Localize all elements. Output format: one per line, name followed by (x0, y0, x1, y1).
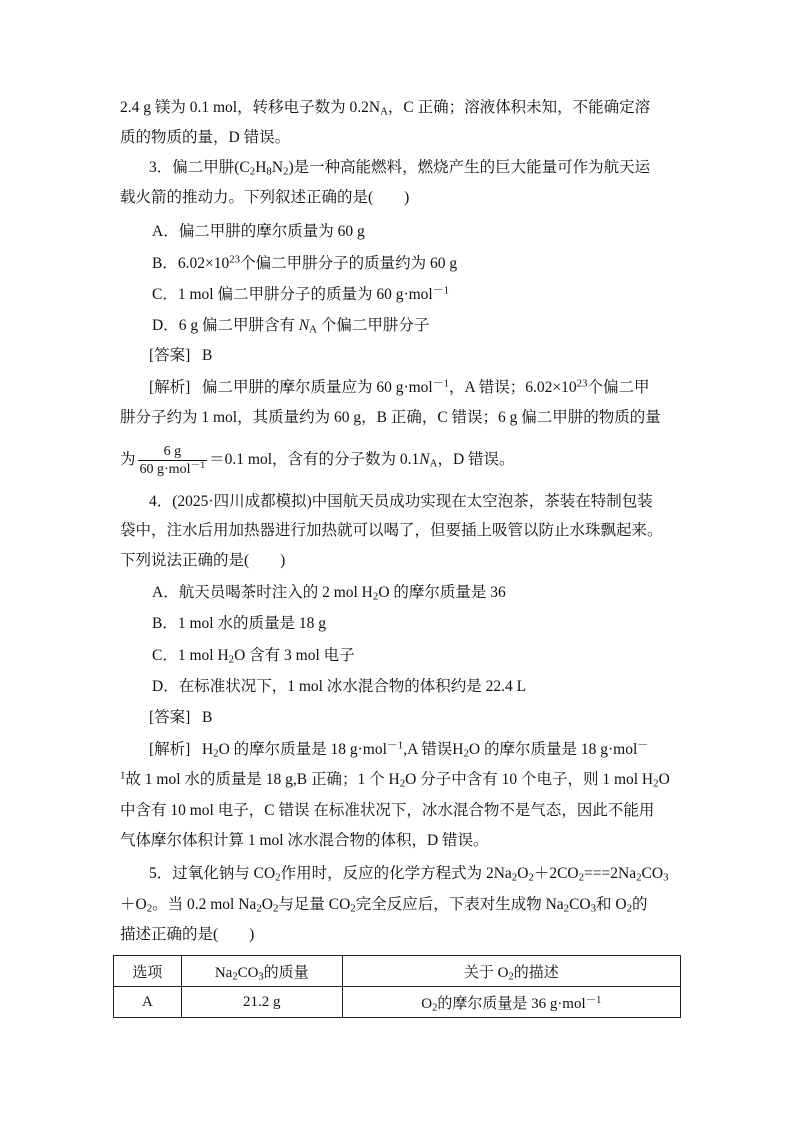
superscript: －1 (432, 377, 449, 390)
option-d (152, 677, 708, 697)
text: )是一种高能燃料，燃烧产生的巨大能量可作为航天运 (288, 159, 651, 176)
subscript: 2 (528, 871, 534, 884)
text: 的 (632, 896, 648, 913)
subscript: 2 (653, 777, 659, 790)
answer-4 (149, 708, 705, 728)
explanation-tag: [解析] (149, 379, 191, 396)
text: 中含有 10 mol 电子，C 错误 在标准状况下，冰水混合物不是气态，因此不能用 (120, 802, 655, 819)
text: 的摩尔质量是 36 g·mol (437, 995, 586, 1012)
explanation-3 (149, 378, 705, 398)
question-4-stem-line2 (120, 521, 676, 541)
text: 个偏二甲肼分子的质量约为 60 g (240, 255, 458, 272)
subscript: 2 (213, 747, 219, 760)
text: O 分子中含有 10 个电子，则 1 mol H (405, 771, 654, 788)
text: D．6 g 偏二甲肼含有 (152, 317, 299, 334)
subscript: 2 (432, 1002, 438, 1014)
text: 5．过氧化钠与 CO (149, 865, 276, 882)
subscript: 2 (636, 871, 642, 884)
text: 和 O (596, 896, 627, 913)
superscript: －1 (432, 284, 449, 297)
superscript: － (637, 739, 649, 752)
subscript: 2 (232, 971, 238, 983)
text: N (419, 451, 430, 468)
explanation-4-line3 (120, 801, 676, 821)
text: O 的摩尔质量是 18 g·mol (218, 741, 387, 758)
option-d (152, 316, 708, 336)
text: 与足量 CO (278, 896, 351, 913)
explanation-3-line2 (120, 408, 676, 428)
subscript: 2 (578, 871, 585, 884)
text: ＋O (120, 896, 147, 913)
subscript: 2 (399, 777, 406, 790)
text: 载火箭的推动力。下列叙述正确的是( ) (120, 189, 410, 206)
question-3-stem (149, 158, 705, 178)
subscript: A (429, 457, 438, 470)
text: A．偏二甲肼的摩尔质量为 60 g (152, 223, 365, 240)
text: 3．偏二甲肼(C (149, 159, 250, 176)
question-4-stem (149, 492, 705, 512)
text: 为 (120, 451, 136, 468)
question-5-stem-line2 (120, 895, 676, 915)
text-line (120, 128, 676, 148)
text: 气体摩尔体积计算 1 mol 冰水混合物的体积，D 错误。 (120, 832, 489, 849)
text: 个偏二甲肼分子 (317, 317, 430, 334)
subscript: 2 (272, 902, 279, 915)
question-5-stem (149, 864, 705, 884)
answer-3 (149, 346, 705, 366)
option-c (152, 646, 708, 666)
superscript: 23 (576, 377, 588, 390)
text: ＝0.1 mol，含有的分子数为 0.1 (209, 451, 420, 468)
text: ===2Na (584, 865, 637, 882)
table-header-description (342, 956, 680, 987)
text: O 的摩尔质量是 36 (378, 584, 506, 601)
text: 个偏二甲 (587, 379, 650, 396)
option-b (152, 614, 708, 634)
text: CO (641, 865, 664, 882)
table-cell-option: A (114, 987, 182, 1018)
text: 作用时，反应的化学方程式为 2Na (280, 865, 512, 882)
explanation-tag: [解析] (149, 741, 191, 758)
fraction-denominator (138, 461, 208, 478)
subscript: 2 (563, 902, 570, 915)
text: CO (237, 964, 259, 981)
options-table (113, 955, 681, 1018)
text: O 的摩尔质量是 18 g·mol (468, 741, 638, 758)
text: H (201, 741, 214, 758)
table-row (114, 987, 681, 1018)
subscript: 2 (275, 871, 281, 884)
table-header-mass (181, 956, 342, 987)
question-3-stem-line2 (120, 188, 676, 208)
superscript: 1 (120, 769, 126, 782)
table-cell-mass: 21.2 g (181, 987, 342, 1018)
text: ，C 正确；溶液体积未知，不能确定溶 (387, 99, 651, 116)
table-header-row (114, 956, 681, 987)
subscript: 2 (508, 971, 514, 983)
answer-tag: [答案] (149, 347, 191, 364)
fraction (138, 443, 208, 478)
text: ＋2CO (533, 865, 579, 882)
text: 故 1 mol 水的质量是 18 g,B 正确；1 个 H (125, 771, 400, 788)
superscript: －1 (190, 460, 206, 472)
text: ，A 错误；6.02×10 (449, 379, 577, 396)
text: A．航天员喝茶时注入的 2 mol H (152, 584, 373, 601)
explanation-4-line2 (120, 770, 676, 790)
subscript: A (380, 105, 388, 118)
explanation-3-line3 (120, 437, 676, 483)
text: 的质量 (263, 964, 309, 981)
text: ，D 错误。 (437, 451, 515, 468)
text: 下列说法正确的是( ) (120, 552, 286, 569)
text: 完全反应后，下表对生成物 Na (355, 896, 564, 913)
text: 4．(2025·四川成都模拟)中国航天员成功实现在太空泡茶，茶装在特制包装 (149, 493, 653, 510)
text: H (255, 159, 267, 176)
question-5-stem-line3 (120, 925, 676, 945)
subscript: 3 (590, 902, 597, 915)
subscript: 8 (266, 165, 272, 178)
text: CO (569, 896, 591, 913)
subscript: 2 (283, 165, 289, 178)
option-a (152, 583, 708, 603)
explanation-4-line4 (120, 831, 676, 851)
table-cell-description (342, 987, 680, 1018)
subscript: A (309, 323, 318, 336)
subscript: 2 (350, 902, 356, 915)
text: C．1 mol 偏二甲肼分子的质量为 60 g·mol (152, 286, 433, 303)
text: ,A 错误H (403, 741, 464, 758)
text: 肼分子约为 1 mol，其质量约为 60 g，B 正确，C 错误；6 g 偏二甲肼的物质的量 (120, 409, 661, 426)
text: O (421, 995, 433, 1012)
text: O (517, 865, 529, 882)
subscript: 2 (511, 871, 518, 884)
text: 。当 0.2 mol Na (152, 896, 257, 913)
text: O 含有 3 mol 电子 (234, 647, 355, 664)
subscript: 3 (258, 971, 264, 983)
explanation-4 (149, 740, 705, 760)
text: 的描述 (513, 964, 559, 981)
text: 描述正确的是( ) (120, 926, 255, 943)
subscript: 2 (146, 902, 153, 915)
subscript: 3 (663, 871, 669, 884)
option-c (152, 285, 708, 305)
option-b (152, 254, 708, 274)
text: O (261, 896, 273, 913)
text: 2.4 g 镁为 0.1 mol，转移电子数为 0.2N (120, 99, 381, 116)
answer-value: B (201, 709, 213, 726)
answer-tag: [答案] (149, 709, 191, 726)
text: N (271, 159, 284, 176)
fraction-numerator: 6 g (138, 443, 208, 461)
text: C．1 mol H (152, 647, 229, 664)
text: Na (214, 964, 233, 981)
text: O (658, 771, 670, 788)
subscript: 2 (372, 590, 379, 603)
text: N (298, 317, 310, 334)
subscript: 2 (228, 653, 235, 666)
subscript: 2 (249, 165, 256, 178)
table-header-option: 选项 (114, 956, 182, 987)
superscript: 23 (229, 253, 241, 266)
text: B．6.02×10 (152, 255, 230, 272)
text: 关于 O (463, 964, 509, 981)
subscript: 2 (256, 902, 262, 915)
text: 60 g·mol (139, 461, 191, 477)
text-line (120, 98, 676, 118)
text: B．1 mol 水的质量是 18 g (152, 615, 326, 632)
question-4-stem-line3 (120, 551, 676, 571)
subscript: 2 (463, 747, 469, 760)
superscript: －1 (386, 739, 404, 752)
answer-value: B (201, 347, 213, 364)
subscript: 2 (626, 902, 633, 915)
text: D．在标准状况下，1 mol 冰水混合物的体积约是 22.4 L (152, 678, 527, 695)
text: 偏二甲肼的摩尔质量应为 60 g·mol (201, 379, 433, 396)
text: 质的物质的量，D 错误。 (120, 129, 291, 146)
option-a (152, 222, 708, 242)
superscript: －1 (585, 994, 602, 1006)
text: 袋中，注水后用加热器进行加热就可以喝了，但要插上吸管以防止水珠飘起来。 (120, 522, 663, 539)
